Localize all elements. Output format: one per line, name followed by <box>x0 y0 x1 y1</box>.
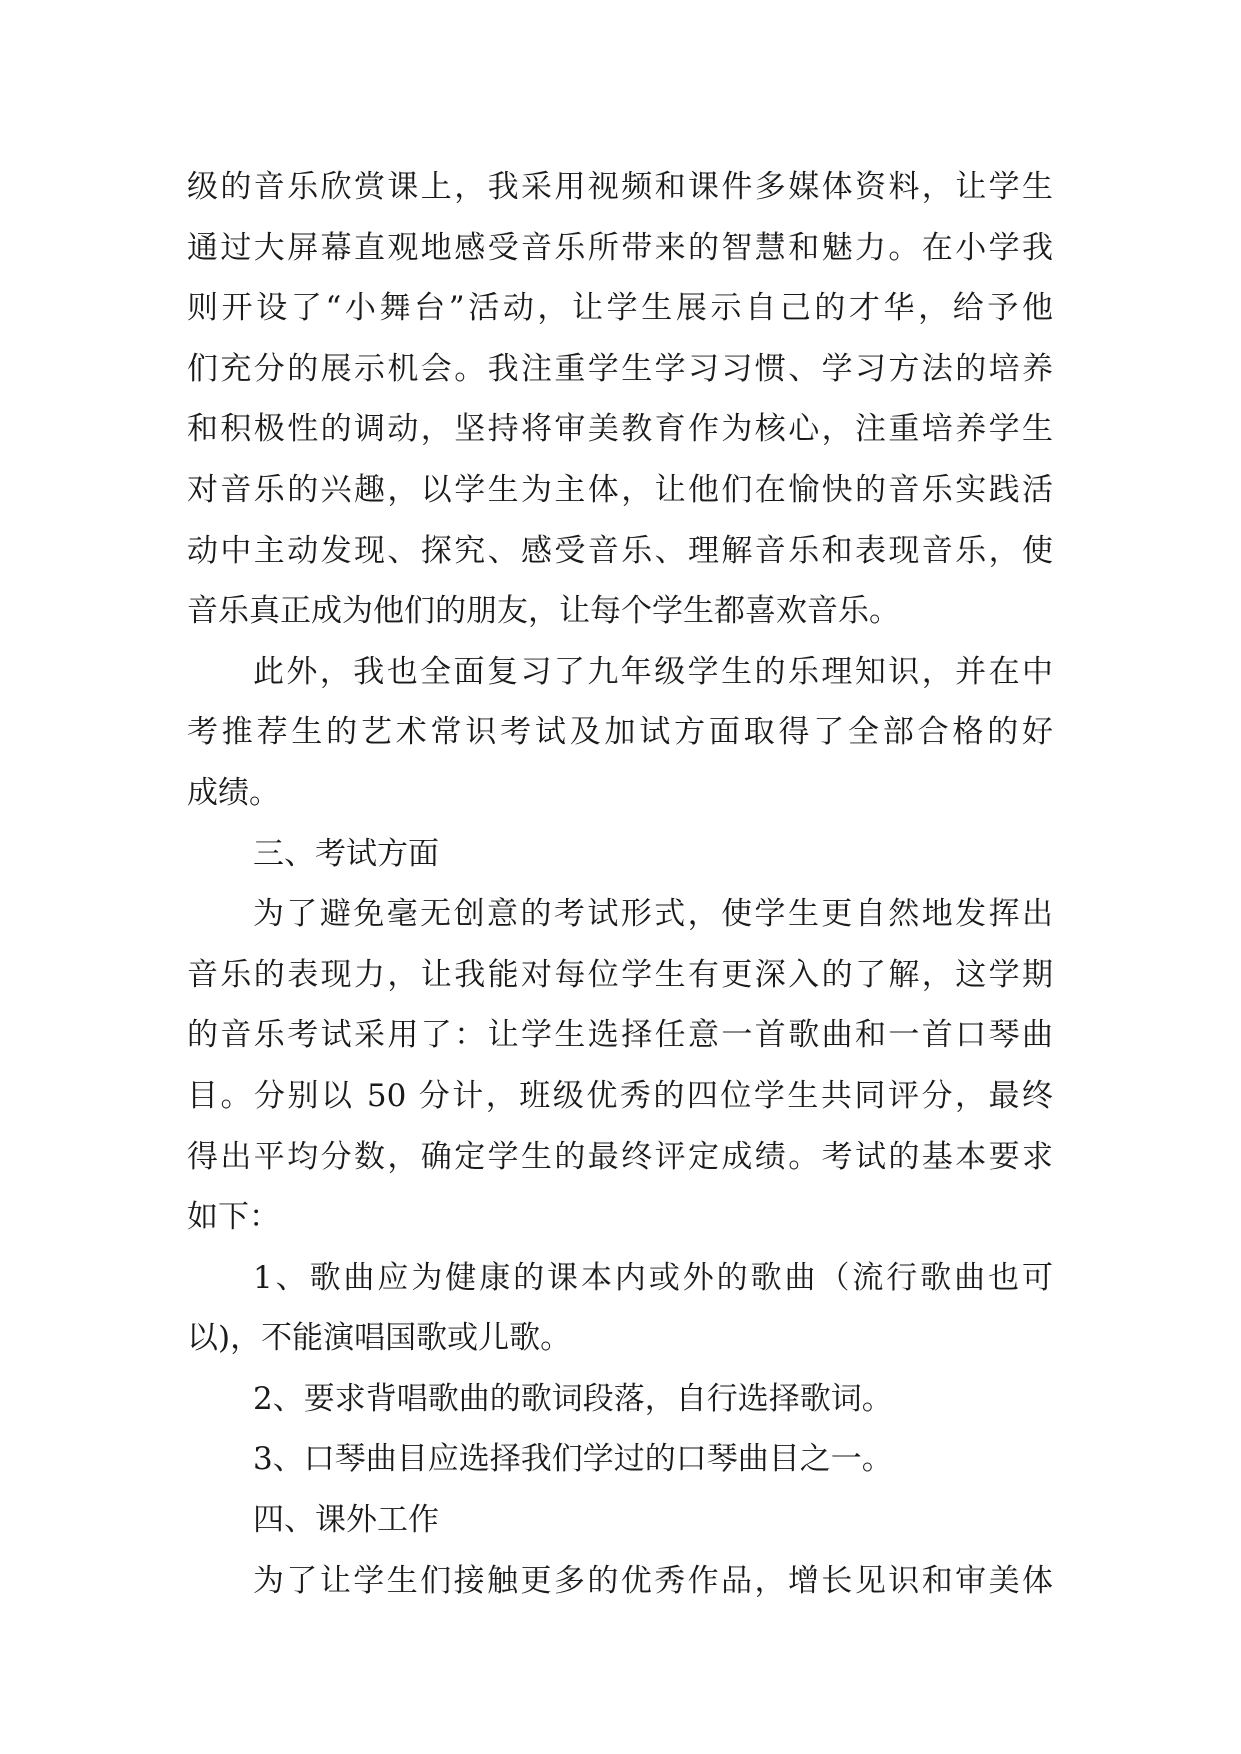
text-line: 以)，不能演唱国歌或儿歌。 <box>187 1320 572 1357</box>
text-line: 考推荐生的艺术常识考试及加试方面取得了全部合格的好 <box>187 714 1053 751</box>
text-line: 目。分别以 50 分计，班级优秀的四位学生共同评分，最终 <box>187 1077 1053 1114</box>
list-item-3: 3、口琴曲目应选择我们学过的口琴曲目之一。 <box>253 1441 893 1478</box>
text-line: 级的音乐欣赏课上，我采用视频和课件多媒体资料，让学生 <box>187 169 1053 205</box>
text-line: 和积极性的调动，坚持将审美教育作为核心，注重培养学生 <box>187 411 1053 448</box>
text-line: 通过大屏幕直观地感受音乐所带来的智慧和魅力。在小学我 <box>187 229 1053 266</box>
text-line: 则开设了“小舞台”活动，让学生展示自己的才华，给予他 <box>187 290 1053 327</box>
paragraph-first-line: 此外，我也全面复习了九年级学生的乐理知识，并在中 <box>253 653 1053 690</box>
text-line: 如下： <box>187 1199 280 1236</box>
section-heading: 三、考试方面 <box>253 835 439 872</box>
paragraph-first-line: 为了让学生们接触更多的优秀作品，增长见识和审美体 <box>253 1562 1053 1599</box>
document-body <box>187 157 1053 1611</box>
text-line: 们充分的展示机会。我注重学生学习习惯、学习方法的培养 <box>187 350 1053 387</box>
text-line: 动中主动发现、探究、感受音乐、理解音乐和表现音乐，使 <box>187 532 1053 569</box>
text-line: 得出平均分数，确定学生的最终评定成绩。考试的基本要求 <box>187 1138 1053 1175</box>
text-line: 音乐真正成为他们的朋友，让每个学生都喜欢音乐。 <box>187 593 900 630</box>
section-heading: 四、课外工作 <box>253 1502 439 1539</box>
text-line: 成绩。 <box>187 774 280 811</box>
text-line: 对音乐的兴趣，以学生为主体，让他们在愉快的音乐实践活 <box>187 471 1053 508</box>
text-line: 的音乐考试采用了：让学生选择任意一首歌曲和一首口琴曲 <box>187 1017 1053 1054</box>
list-item-1: 1、歌曲应为健康的课本内或外的歌曲（流行歌曲也可 <box>253 1259 1053 1296</box>
paragraph-first-line: 为了避免毫无创意的考试形式，使学生更自然地发挥出 <box>253 896 1053 933</box>
list-item-2: 2、要求背唱歌曲的歌词段落，自行选择歌词。 <box>253 1380 893 1417</box>
text-line: 音乐的表现力，让我能对每位学生有更深入的了解，这学期 <box>187 956 1053 993</box>
